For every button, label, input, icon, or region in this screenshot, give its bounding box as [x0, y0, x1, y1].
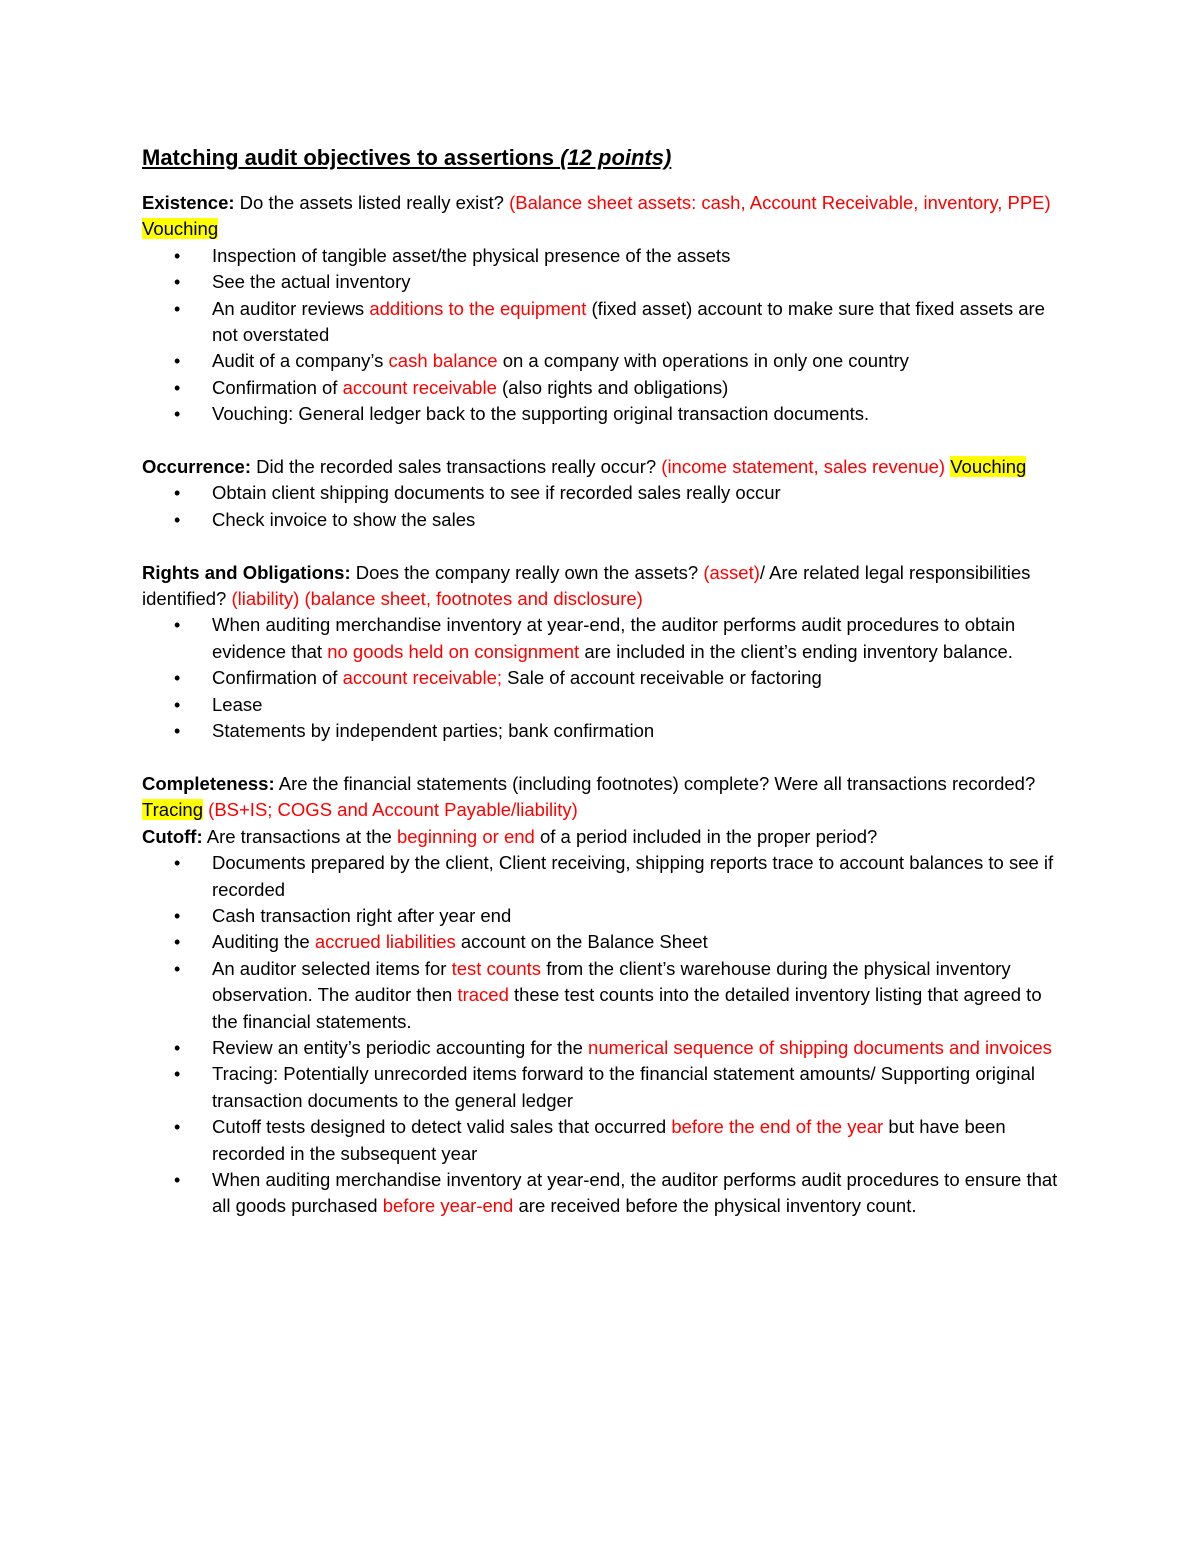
red-note: traced: [457, 984, 509, 1006]
red-note: numerical sequence of shipping documents and invoices: [588, 1036, 1052, 1058]
text-run: Do the assets listed really exist?: [234, 192, 510, 213]
assertion-label: Existence:: [142, 192, 235, 213]
section-heading: [142, 454, 1062, 480]
paragraph-spacer: [142, 428, 1062, 454]
text-run: When auditing merchandise inventory at year-end, the auditor performs audit procedures to ensure that all goods purchased: [212, 1168, 1058, 1217]
text-run: Documents prepared by the client, Client receiving, shipping reports trace to account balances to see if recorded: [212, 852, 1054, 900]
red-note: (asset): [703, 561, 760, 583]
section-heading: [142, 560, 1062, 613]
list-item: [142, 480, 1062, 506]
list-item: [142, 296, 1062, 349]
highlighted-term: Vouching: [142, 218, 219, 240]
text-run: Check invoice to show the sales: [212, 508, 476, 530]
title-points: (12 points): [560, 145, 672, 170]
title-text: Matching audit objectives to assertions: [142, 145, 561, 170]
text-run: Cash transaction right after year end: [212, 904, 512, 926]
text-run: (also rights and obligations): [496, 376, 729, 398]
list-item: [142, 692, 1062, 718]
text-run: Lease: [212, 693, 263, 715]
text-run: Are transactions at the: [202, 825, 397, 847]
list-item: [142, 929, 1062, 955]
list-item: [142, 850, 1062, 903]
red-note: cash balance: [388, 350, 498, 372]
list-item: [142, 612, 1062, 665]
text-run: Are the financial statements (including footnotes) complete? Were all transactions recorded?: [274, 772, 1036, 794]
text-run: Confirmation of: [212, 667, 343, 689]
text-run: Audit of a company’s: [212, 350, 389, 372]
text-run: Cutoff tests designed to detect valid sales that occurred: [212, 1116, 672, 1138]
list-item: [142, 243, 1062, 269]
bullet-list: [142, 850, 1062, 1220]
bullet-list: [142, 243, 1062, 428]
red-note: account receivable: [342, 376, 497, 398]
sections-container: [142, 190, 1062, 1220]
text-run: from the client’s warehouse during the physical inventory observation. The auditor then: [212, 957, 1011, 1006]
page-title: [142, 142, 1062, 174]
text-run: on a company with operations in only one country: [497, 350, 909, 372]
list-item: [142, 1061, 1062, 1114]
text-run: See the actual inventory: [212, 271, 411, 293]
list-item: [142, 665, 1062, 691]
section-heading: [142, 190, 1062, 243]
list-item: [142, 269, 1062, 295]
red-note: test counts: [451, 957, 542, 979]
paragraph-spacer: [142, 533, 1062, 559]
red-note: (BS+IS; COGS and Account Payable/liability): [208, 799, 578, 821]
text-run: account on the Balance Sheet: [455, 931, 708, 953]
red-note: accrued liabilities: [314, 931, 456, 953]
red-note: no goods held on consignment: [327, 640, 580, 662]
list-item: [142, 1167, 1062, 1220]
red-note: account receivable;: [342, 667, 502, 689]
list-item: [142, 718, 1062, 744]
bullet-list: [142, 612, 1062, 744]
text-run: Auditing the: [212, 931, 315, 953]
text-run: of a period included in the proper period?: [534, 825, 878, 847]
list-item: [142, 348, 1062, 374]
text-run: Sale of account receivable or factoring: [502, 667, 822, 689]
text-run: When auditing merchandise inventory at year-end, the auditor performs audit procedures to obtain evidence that: [212, 614, 1016, 662]
text-run: Review an entity’s periodic accounting for the: [212, 1036, 589, 1058]
text-run: Did the recorded sales transactions really occur?: [251, 456, 662, 478]
list-item: [142, 375, 1062, 401]
text-run: (fixed asset) account to make sure that fixed assets are not overstated: [212, 297, 1045, 346]
red-note: (Balance sheet assets: cash, Account Receivable, inventory, PPE): [509, 192, 1051, 213]
text-run: Obtain client shipping documents to see if recorded sales really occur: [212, 482, 781, 504]
list-item: [142, 1035, 1062, 1061]
red-note: (liability) (balance sheet, footnotes and disclosure): [231, 588, 643, 610]
highlighted-term: Tracing: [142, 799, 204, 821]
text-run: Tracing: Potentially unrecorded items forward to the financial statement amounts/ Supporting original transaction documents to the general ledger: [212, 1063, 1035, 1111]
highlighted-term: Vouching: [950, 456, 1027, 478]
bullet-list: [142, 480, 1062, 533]
red-note: before year-end: [382, 1195, 514, 1217]
red-note: before the end of the year: [671, 1116, 884, 1138]
list-item: [142, 507, 1062, 533]
list-item: [142, 956, 1062, 1035]
list-item: [142, 401, 1062, 427]
text-run: are included in the client’s ending inventory balance.: [579, 640, 1013, 662]
list-item: [142, 903, 1062, 929]
paragraph-spacer: [142, 745, 1062, 771]
list-item: [142, 1114, 1062, 1167]
document-body: [142, 142, 1062, 1220]
section-heading: [142, 824, 1062, 850]
text-run: these test counts into the detailed inventory listing that agreed to the financial statements.: [212, 984, 1042, 1032]
assertion-label: Cutoff:: [142, 825, 203, 847]
text-run: An auditor selected items for: [212, 957, 452, 979]
assertion-label: Completeness:: [142, 772, 275, 794]
assertion-label: Rights and Obligations:: [142, 561, 351, 583]
text-run: Vouching: General ledger back to the supporting original transaction documents.: [212, 403, 870, 425]
text-run: Inspection of tangible asset/the physical presence of the assets: [212, 244, 731, 266]
text-run: An auditor reviews: [212, 297, 370, 319]
text-run: Confirmation of: [212, 376, 343, 398]
text-run: but have been recorded in the subsequent year: [212, 1116, 1006, 1164]
red-note: additions to the equipment: [369, 297, 587, 319]
text-run: are received before the physical inventory count.: [513, 1195, 917, 1217]
text-run: Statements by independent parties; bank confirmation: [212, 720, 655, 742]
text-run: / Are related legal responsibilities identified?: [142, 561, 1031, 610]
section-heading: [142, 771, 1062, 824]
assertion-label: Occurrence:: [142, 456, 251, 478]
red-note: (income statement, sales revenue): [661, 456, 946, 478]
text-run: Does the company really own the assets?: [350, 561, 704, 583]
red-note: beginning or end: [396, 825, 535, 847]
